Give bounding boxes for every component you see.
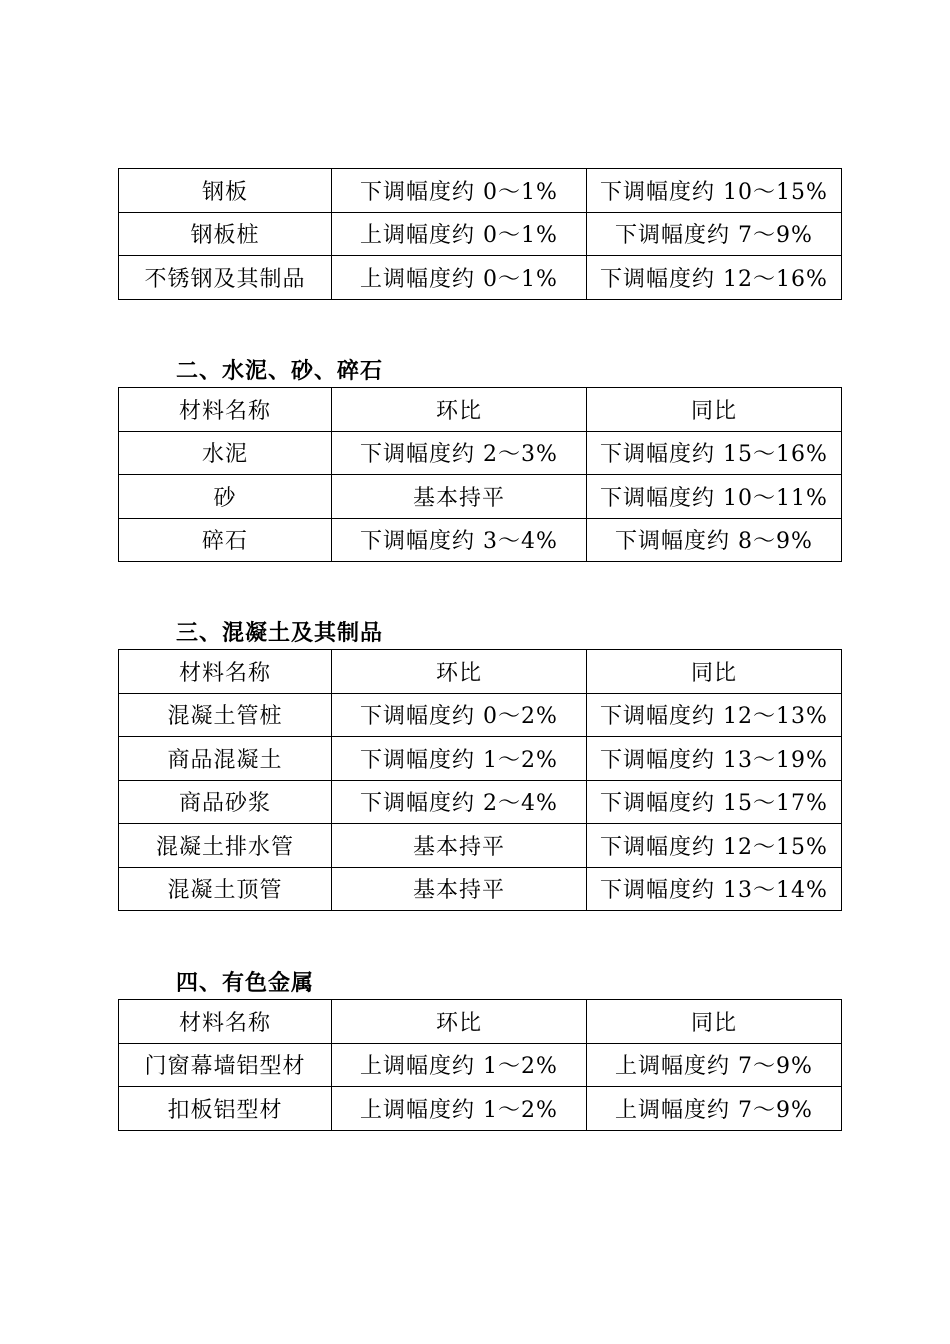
table-header-row: [119, 650, 842, 694]
material-name-cell: 混凝土管桩: [119, 693, 332, 737]
material-name-cell: 门窗幕墙铝型材: [119, 1043, 332, 1087]
yoy-change-cell: 下调幅度约 12～15%: [587, 824, 842, 868]
mom-change-cell: 基本持平: [332, 824, 587, 868]
material-name-cell: 混凝土排水管: [119, 824, 332, 868]
section-heading-cement: 二、水泥、砂、碎石: [176, 359, 384, 384]
mom-change-cell: 上调幅度约 0～1%: [332, 212, 587, 256]
yoy-change-cell: 上调幅度约 7～9%: [587, 1087, 842, 1131]
yoy-change-cell: 下调幅度约 10～11%: [587, 475, 842, 519]
material-name-cell: 砂: [119, 475, 332, 519]
material-name-cell: 扣板铝型材: [119, 1087, 332, 1131]
table-row: [119, 256, 842, 300]
steel-price-table: [118, 168, 842, 300]
table-header-row: [119, 388, 842, 432]
mom-change-cell: 下调幅度约 2～4%: [332, 780, 587, 824]
table-row: [119, 169, 842, 213]
yoy-change-cell: 下调幅度约 10～15%: [587, 169, 842, 213]
mom-change-cell: 下调幅度约 1～2%: [332, 737, 587, 781]
header-mom: 环比: [332, 388, 587, 432]
yoy-change-cell: 上调幅度约 7～9%: [587, 1043, 842, 1087]
yoy-change-cell: 下调幅度约 15～17%: [587, 780, 842, 824]
nonferrous-metals-table: [118, 999, 842, 1131]
table-row: [119, 867, 842, 911]
material-name-cell: 商品混凝土: [119, 737, 332, 781]
yoy-change-cell: 下调幅度约 7～9%: [587, 212, 842, 256]
material-name-cell: 混凝土顶管: [119, 867, 332, 911]
header-mom: 环比: [332, 1000, 587, 1044]
header-yoy: 同比: [587, 1000, 842, 1044]
yoy-change-cell: 下调幅度约 13～19%: [587, 737, 842, 781]
table-row: [119, 475, 842, 519]
yoy-change-cell: 下调幅度约 13～14%: [587, 867, 842, 911]
material-name-cell: 水泥: [119, 431, 332, 475]
table-row: [119, 1087, 842, 1131]
yoy-change-cell: 下调幅度约 15～16%: [587, 431, 842, 475]
mom-change-cell: 下调幅度约 2～3%: [332, 431, 587, 475]
material-name-cell: 碎石: [119, 518, 332, 562]
table-row: [119, 431, 842, 475]
header-yoy: 同比: [587, 650, 842, 694]
header-material-name: 材料名称: [119, 388, 332, 432]
header-material-name: 材料名称: [119, 650, 332, 694]
material-name-cell: 钢板桩: [119, 212, 332, 256]
mom-change-cell: 下调幅度约 0～2%: [332, 693, 587, 737]
yoy-change-cell: 下调幅度约 8～9%: [587, 518, 842, 562]
table-row: [119, 780, 842, 824]
table-row: [119, 737, 842, 781]
table-row: [119, 518, 842, 562]
table-header-row: [119, 1000, 842, 1044]
yoy-change-cell: 下调幅度约 12～13%: [587, 693, 842, 737]
header-material-name: 材料名称: [119, 1000, 332, 1044]
material-name-cell: 商品砂浆: [119, 780, 332, 824]
table-row: [119, 693, 842, 737]
mom-change-cell: 下调幅度约 3～4%: [332, 518, 587, 562]
cement-sand-gravel-table: [118, 387, 842, 562]
mom-change-cell: 下调幅度约 0～1%: [332, 169, 587, 213]
mom-change-cell: 上调幅度约 1～2%: [332, 1043, 587, 1087]
material-name-cell: 钢板: [119, 169, 332, 213]
header-mom: 环比: [332, 650, 587, 694]
mom-change-cell: 基本持平: [332, 475, 587, 519]
section-heading-concrete: 三、混凝土及其制品: [176, 621, 384, 646]
table-row: [119, 212, 842, 256]
table-row: [119, 1043, 842, 1087]
section-heading-nonferrous: 四、有色金属: [176, 971, 315, 996]
mom-change-cell: 上调幅度约 1～2%: [332, 1087, 587, 1131]
material-name-cell: 不锈钢及其制品: [119, 256, 332, 300]
yoy-change-cell: 下调幅度约 12～16%: [587, 256, 842, 300]
mom-change-cell: 基本持平: [332, 867, 587, 911]
concrete-products-table: [118, 649, 842, 911]
header-yoy: 同比: [587, 388, 842, 432]
table-row: [119, 824, 842, 868]
mom-change-cell: 上调幅度约 0～1%: [332, 256, 587, 300]
